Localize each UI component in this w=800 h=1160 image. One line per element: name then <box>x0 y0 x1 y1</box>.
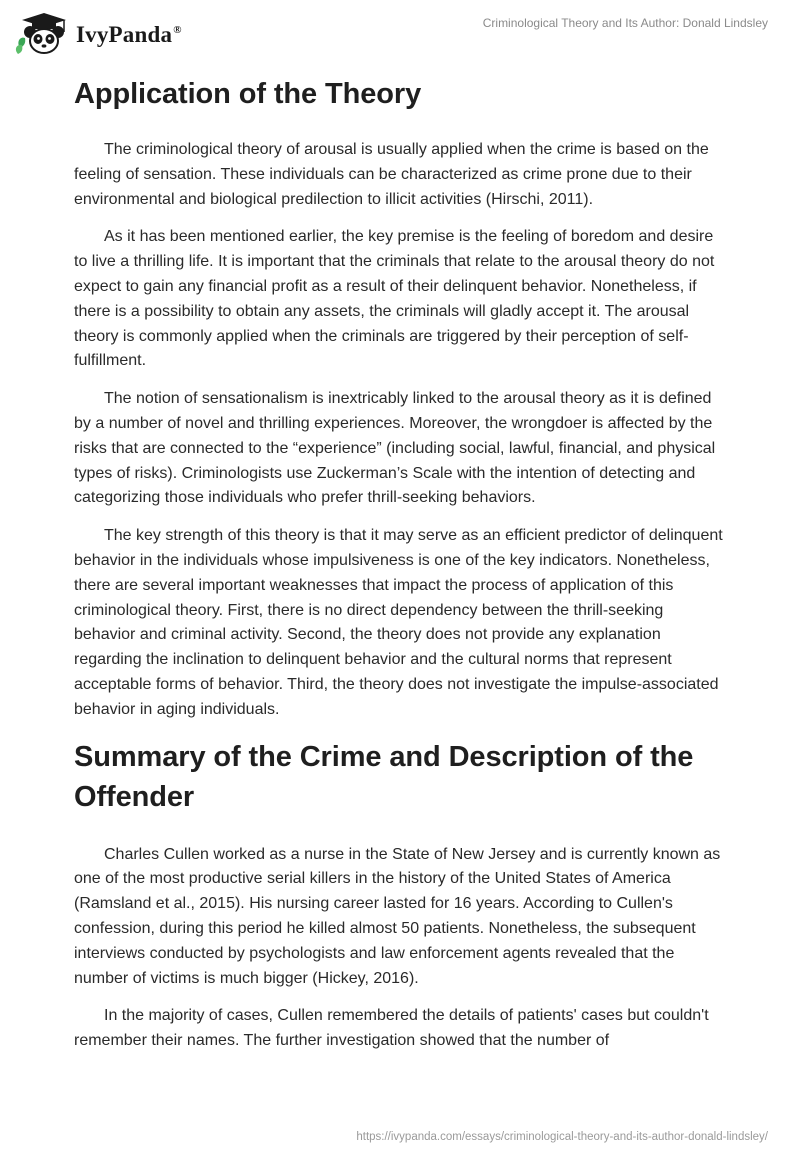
document-title: Criminological Theory and Its Author: Donald Lindsley <box>482 16 768 30</box>
brand-name: IvyPanda® <box>76 22 182 47</box>
section-heading: Application of the Theory <box>74 78 422 110</box>
paragraph: The key strength of this theory is that it may serve as an efficient predictor of delinquent behavior in the individuals whose impulsiveness is one of the key indicators. Nonetheless, there are several important weaknesses that impact the process of application of this criminological theory. First, there is no direct dependency between the thrill-seeking behavior and criminal activity. Second, the theory does not provide any explanation regarding the inclination to delinquent behavior and the cultural norms that represent acceptable forms of behavior. Third, the theory does not investigate the impulse-associated behavior in aging individuals. <box>74 527 723 718</box>
section-heading: Summary of the Crime and Description of the Offender <box>74 740 694 813</box>
paragraph: The criminological theory of arousal is usually applied when the crime is based on the feeling of sensation. These individuals can be characterized as crime prone due to their environmental and biological predilection to illicit activities (Hirschi, 2011). <box>74 141 709 208</box>
article-body <box>74 68 726 1067</box>
ivypanda-logo[interactable] <box>14 10 182 56</box>
source-url[interactable]: https://ivypanda.com/essays/criminological-theory-and-its-author-donald-lindsley/ <box>356 1131 768 1143</box>
paragraph: In the majority of cases, Cullen remembered the details of patients' cases but couldn't remember their names. The further investigation showed that the number of <box>74 1007 709 1050</box>
paragraph: As it has been mentioned earlier, the key premise is the feeling of boredom and desire to live a thrilling life. It is important that the criminals that relate to the arousal theory do not expect to gain any financial profit as a result of their delinquent behavior. Nonetheless, if there is a possibility to obtain any assets, the criminals will gladly accept it. The arousal theory is commonly applied when the criminals are triggered by their perception of self-fulfillment. <box>74 228 715 370</box>
paragraph: The notion of sensationalism is inextricably linked to the arousal theory as it is defined by a number of novel and thrilling experiences. Moreover, the wrongdoer is affected by the risks that are connected to the “experience” (including social, lawful, financial, and physical types of risks). Criminologists use Zuckerman’s Scale with the intention of detecting and categorizing those individuals who prefer thrill-seeking behaviors. <box>74 390 716 507</box>
page-header <box>0 0 800 62</box>
panda-logo-icon <box>14 10 72 56</box>
paragraph: Charles Cullen worked as a nurse in the State of New Jersey and is currently known as one of the most productive serial killers in the history of the United States of America (Ramsland et al., 2015). His nursing career lasted for 16 years. According to Cullen's confession, during this period he killed almost 50 patients. Nonetheless, the subsequent interviews conducted by psychologists and law enforcement agents revealed that the number of victims is much bigger (Hickey, 2016). <box>74 845 721 987</box>
